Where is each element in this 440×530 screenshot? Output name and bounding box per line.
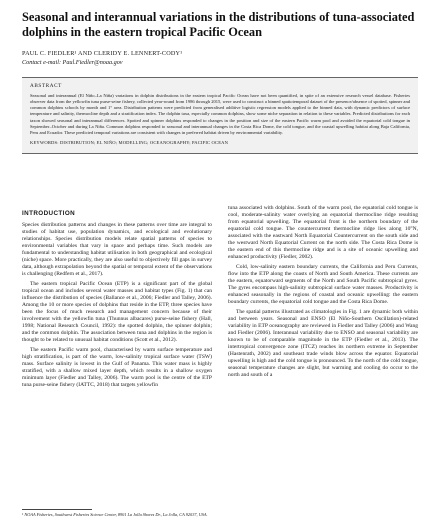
contact-email: Contact e-mail: Paul.Fiedler@noaa.gov xyxy=(22,59,123,66)
left-column xyxy=(22,205,212,505)
paragraph: Species distribution patterns and changes in these patterns over time are integral to studies of habitat use, population dynamics, and ecological and evolutionary relationships. Species distribution models relate spatial patterns of species to environmental variables that vary in space and perhaps time. Such models are fundamental to understanding habitat utilisation in both geographical and ecological (niche) space. More practically, they are also useful to objectively fill gaps in survey data, although extrapolation beyond the spatial or temporal extent of the observations is challenging (Redfern et al., 2017). xyxy=(22,222,212,278)
keywords: KEYWORDS: DISTRIBUTION; EL NIÑO; MODELLING; OCEANOGRAPHY; PACIFIC OCEAN xyxy=(30,140,229,146)
paragraph: The eastern tropical Pacific Ocean (ETP) is a significant part of the global tropical ocean and includes several water masses and habitat types (Fig. 1) that can influence the distribution of species (Ballance et al., 2006; Fiedler and Talley, 2006). Among the 10 or more species of dolphins that reside in the ETP, three species have been the focus of much research and management concern because of their involvement with the yellowfin tuna (Thunnus albacares) purse-seine fishery (Hall, 1998; National Research Council, 1992): the spotted dolphin, the spinner dolphin; and the common dolphin. The association between tuna and dolphins in the region is thought to be related to unusual habitat conditions (Scott et al., 2012). xyxy=(22,280,212,344)
right-column xyxy=(228,205,418,505)
footnote-rule xyxy=(22,509,92,510)
paragraph: Cold, low-salinity eastern boundary currents, the California and Peru Currents, flow into the ETP along the coasts of North and South America. These currents are the eastern, equatorward segments of the North and South Pacific subtropical gyres. The gyres encompass high-salinity subtropical surface water masses. Productivity is enhanced seasonally in the regions of coastal and oceanic upwelling: the eastern boundary currents, the equatorial cold tongue and the Costa Rica Dome. xyxy=(228,263,418,306)
paragraph: The spatial patterns illustrated as climatologies in Fig. 1 are dynamic both within and between years. Seasonal and ENSO (El Niño-Southern Oscillation)-related variability in ETP oceanography are reviewed in Fiedler and Talley (2006) and Wang and Fiedler (2006). Interannual variability due to ENSO and seasonal variability are known to be of comparable magnitude in the ETP (Fiedler et al., 2013). The intertropical convergence zone (ITCZ) reaches its northern extreme in September (Hastenrath, 2002) and southeast trade winds blow across the equator. Equatorial upwelling is high and the cold tongue is pronounced. To the north of the cold tongue, seasonal temperature changes are slight, but warming and cooling do occur to the north and south of a xyxy=(228,308,418,379)
abstract-text: Seasonal and interannual (El Niño–La Niña) variations in dolphin distributions in the eastern tropical Pacific Ocean have not been quantified, in spite of an extensive research vessel database. Fisheries observer data from the yellowfin tuna purse-seine fishery, collected year-round from 1986 through 2015, were used to construct a binned spatiotemporal dataset of the presence/absence of spotted, spinner and common dolphins schools by month and 1° area. Distribution patterns were predicted from generalised additive logistic regression models applied to the binned data, with dynamic predictors of surface temperature and salinity, thermocline depth and a stratification index. The dolphin taxa, especially common dolphins, show some niche separation in relation to these variables. Predicted distributions for each taxon showed seasonal and interannual differences. Spotted and spinner dolphins responded to changes in the position and size of the eastern Pacific warm pool and avoided the equatorial cold tongue in September–October and during La Niña. Common dolphins responded to seasonal and interannual changes in the Costa Rica Dome, the cold tongue, and the coastal upwelling habitat along Baja California, Peru and Ecuador. These predicted temporal variations are consistent with changes in preferred habitat driven by environmental variability. xyxy=(30,93,410,135)
author-list: PAUL C. FIEDLER¹ AND CLERIDY E. LENNERT-CODY¹ xyxy=(22,50,183,57)
footnote: ¹ NOAA Fisheries, Southwest Fisheries Science Center, 8901 La Jolla Shores Dr., La Jolla, CA 92037, USA. xyxy=(22,512,208,517)
paper-title: Seasonal and interannual variations in the distributions of tuna-associated dolphins in the eastern tropical Pacific Ocean xyxy=(22,10,415,39)
section-heading-introduction: INTRODUCTION xyxy=(22,210,76,217)
paragraph: The eastern Pacific warm pool, characterised by warm surface temperature and high stratification, is part of the warm, low-salinity tropical surface water (TSW) mass. Surface salinity is lowest in the Gulf of Panama. This water mass is highly stratified, with a shallow mixed layer depth, which results in a shallow oxygen minimum layer (Fiedler and Talley, 2006). The warm pool is the centre of the ETP tuna purse-seine fishery (IATTC, 2018) that targets yellowfin xyxy=(22,346,212,389)
body-columns xyxy=(22,205,418,505)
abstract-box xyxy=(22,77,418,154)
paragraph: tuna associated with dolphins. South of the warm pool, the equatorial cold tongue is cool, moderate-salinity water overlying an equatorial thermocline ridge resulting from equatorial upwelling. The equatorial front is the northern boundary of the equatorial cold tongue. The countercurrent thermocline ridge lies along 10°N, associated with the eastward North Equatorial Countercurrent on the south side and the westward North Equatorial Current on the north side. The Costa Rica Dome is the eastern end of this thermocline ridge and is a site of oceanic upwelling and enhanced productivity (Fiedler, 2002). xyxy=(228,205,418,261)
abstract-heading: ABSTRACT xyxy=(30,83,62,89)
